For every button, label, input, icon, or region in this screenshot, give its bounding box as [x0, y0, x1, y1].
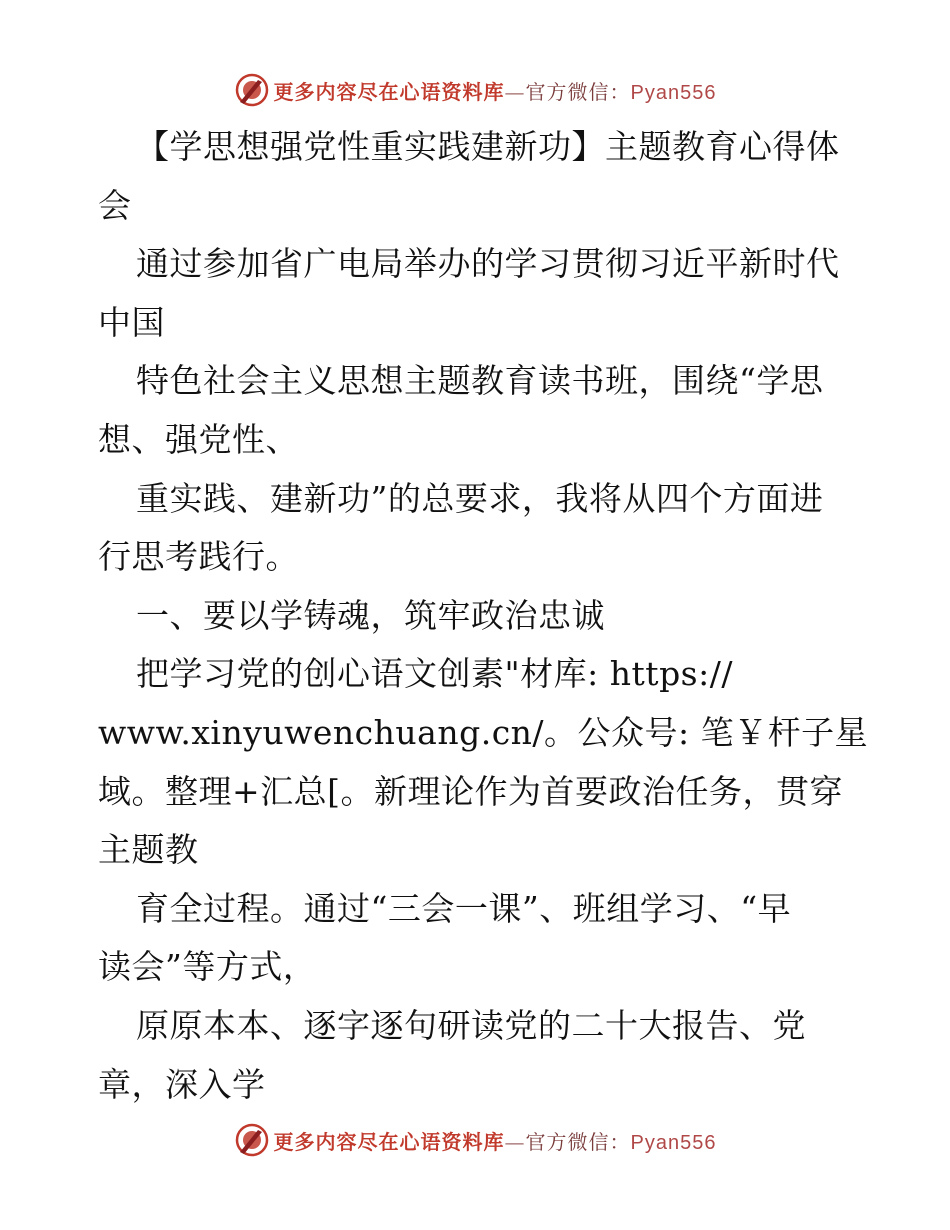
paragraph-line: 域。整理+汇总[。新理论作为首要政治任务，贯穿: [98, 771, 844, 811]
document-body: [98, 118, 869, 1114]
header-watermark: [0, 68, 950, 112]
watermark-dash: —: [504, 79, 526, 104]
paragraph-line: 把学习党的创心语文创素"材库: https://: [136, 654, 733, 694]
title-line-2: 会: [98, 185, 132, 225]
paragraph-line: 特色社会主义思想主题教育读书班，围绕“学思: [136, 361, 824, 401]
quill-logo-icon: [234, 1122, 270, 1158]
watermark-dash: —: [504, 1129, 526, 1154]
watermark-label: 官方微信：: [525, 1129, 631, 1154]
footer-watermark: [0, 1118, 950, 1162]
watermark-handle: Pyan556: [630, 1131, 717, 1154]
paragraph-line: 想、强党性、: [98, 419, 299, 459]
paragraph-line: 原原本本、逐字逐句研读党的二十大报告、党: [136, 1005, 806, 1045]
watermark-brand: 更多内容尽在心语资料库: [273, 79, 505, 104]
quill-logo-icon: [234, 72, 270, 108]
paragraph-line: 通过参加省广电局举办的学习贯彻习近平新时代: [136, 244, 840, 284]
watermark-text: [274, 1126, 717, 1155]
paragraph-line: 主题教: [98, 830, 199, 870]
paragraph-line: 章，深入学: [98, 1064, 266, 1104]
paragraph-line: 行思考践行。: [98, 537, 299, 577]
paragraph-line: www.xinyuwenchuang.cn/。公众号: 笔￥杆子星: [98, 712, 869, 752]
title-line-1: 【学思想强党性重实践建新功】主题教育心得体: [136, 127, 840, 166]
paragraph-line: 中国: [98, 302, 165, 342]
watermark-text: [274, 76, 717, 105]
paragraph-line: 育全过程。通过“三会一课”、班组学习、“早: [136, 888, 792, 928]
watermark-handle: Pyan556: [630, 81, 717, 104]
paragraph-line: 读会”等方式，: [98, 947, 317, 987]
watermark-label: 官方微信：: [525, 79, 631, 104]
watermark-brand: 更多内容尽在心语资料库: [273, 1129, 505, 1154]
section-heading: 一、要以学铸魂，筑牢政治忠诚: [136, 595, 605, 635]
paragraph-line: 重实践、建新功”的总要求，我将从四个方面进: [136, 478, 824, 518]
